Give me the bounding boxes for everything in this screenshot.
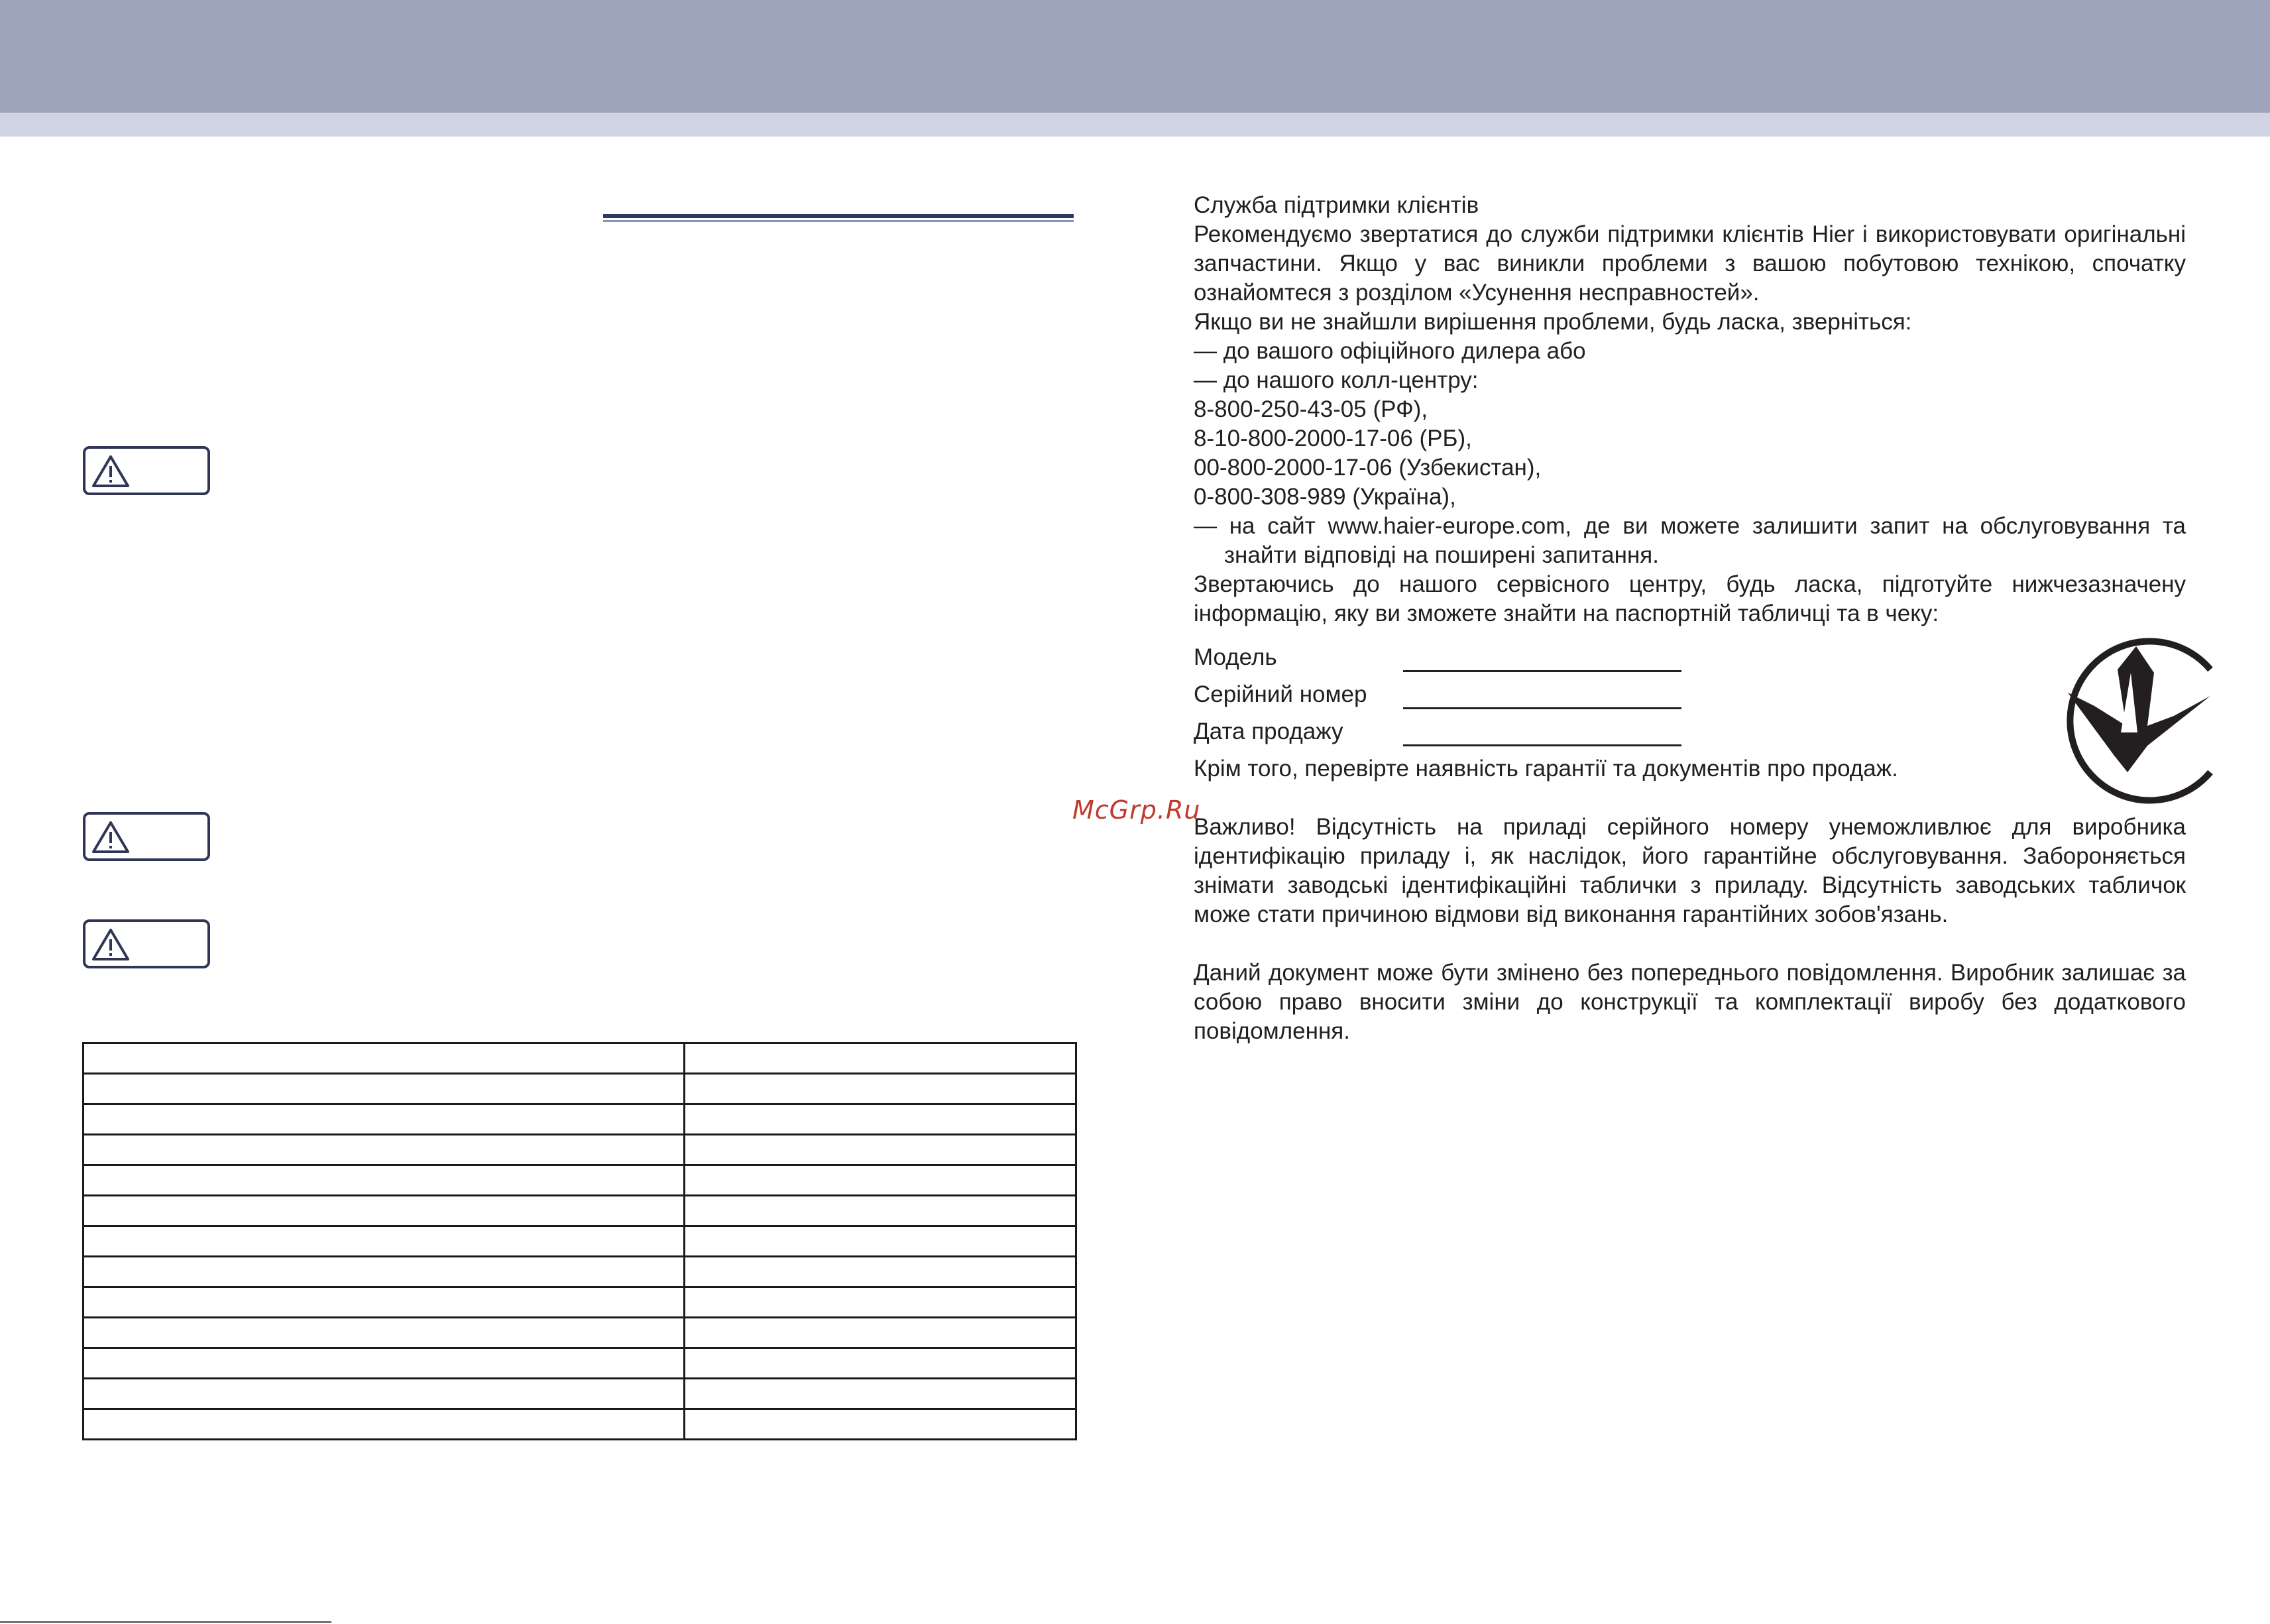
model-field-row (1194, 635, 2186, 672)
table-cell (84, 1226, 685, 1257)
warning-box-3 (83, 919, 210, 968)
warning-box-1 (83, 446, 210, 495)
table-cell (84, 1348, 685, 1379)
phone-uzbekistan: 00-800-2000-17-06 (Узбекистан), (1194, 455, 1542, 481)
check-warranty-text: Крім того, перевірте наявність гарантії та документів про продаж. (1194, 756, 1898, 782)
table-cell (685, 1287, 1076, 1318)
title-rule (603, 214, 1074, 223)
table-row (84, 1348, 1076, 1379)
table-cell (685, 1348, 1076, 1379)
table-row (84, 1226, 1076, 1257)
table-row (84, 1287, 1076, 1318)
date-label: Дата продажу (1194, 719, 1343, 744)
support-heading: Служба підтримки клієнтів (1194, 192, 1479, 218)
table-cell (685, 1379, 1076, 1409)
table-cell (685, 1409, 1076, 1440)
header-band (0, 0, 2270, 113)
table-cell (685, 1104, 1076, 1135)
table-row (84, 1257, 1076, 1287)
table-cell (84, 1104, 685, 1135)
table-row (84, 1409, 1076, 1440)
phone-ukraine: 0-800-308-989 (Україна), (1194, 484, 1456, 510)
table-row (84, 1043, 1076, 1074)
table-cell (685, 1226, 1076, 1257)
serial-blank-line (1403, 685, 1681, 709)
table-cell (685, 1257, 1076, 1287)
table-cell (685, 1074, 1076, 1104)
table-row (84, 1379, 1076, 1409)
table-row (84, 1104, 1076, 1135)
support-not-found: Якщо ви не знайшли вирішення проблеми, будь ласка, зверніться: (1194, 309, 1912, 335)
support-website: — на сайт www.haier-europe.com, де ви можете залишити запит на обслуговування та знайти відповіді на поширені запитання. (1194, 513, 2186, 568)
table-cell (685, 1318, 1076, 1348)
table-row (84, 1074, 1076, 1104)
table-row (84, 1318, 1076, 1348)
table-cell (84, 1196, 685, 1226)
title-rule-thick (603, 214, 1074, 218)
serial-field-row (1194, 672, 2186, 709)
support-call-center: — до нашого колл-центру: (1194, 367, 1479, 393)
table-cell (84, 1165, 685, 1196)
table-cell (84, 1318, 685, 1348)
warning-triangle-icon (91, 454, 131, 489)
disclaimer-text: Даний документ може бути змінено без попереднього повідомлення. Виробник залишає за собою право вносити зміни до конструкції та комплектації виробу без додаткового повідомлення. (1194, 960, 2186, 1044)
support-dealer: — до вашого офіційного дилера або (1194, 338, 1586, 364)
table-row (84, 1165, 1076, 1196)
ukrainian-conformity-mark-icon (2048, 633, 2227, 805)
table-cell (685, 1196, 1076, 1226)
table-cell (685, 1165, 1076, 1196)
phone-belarus: 8-10-800-2000-17-06 (РБ), (1194, 426, 1472, 451)
table-cell (84, 1409, 685, 1440)
info-fields (1194, 635, 2186, 746)
table-row (84, 1196, 1076, 1226)
table-cell (84, 1074, 685, 1104)
important-notice: Важливо! Відсутність на приладі серійного номеру унеможливлює для виробника ідентифікацію приладу і, як наслідок, його гарантійне обслуговування. Забороняється знімати заводські ідентифікаційні таблички з приладу. Відсутність заводських табличок може стати причиною відмови від виконання гарантійних зобов'язань. (1194, 814, 2186, 927)
specifications-table (82, 1042, 1077, 1440)
support-intro: Рекомендуємо звертатися до служби підтримки клієнтів Hier і використовувати оригінальні запчастини. Якщо у вас виникли проблеми з вашою побутовою технікою, спочатку ознайомтеся з розділом «Усунення несправностей». (1194, 221, 2186, 306)
table-row (84, 1135, 1076, 1165)
table-cell (685, 1135, 1076, 1165)
date-field-row (1194, 709, 2186, 746)
table-cell (84, 1287, 685, 1318)
customer-support-section (1194, 191, 2186, 1046)
table-cell (84, 1379, 685, 1409)
phone-russia: 8-800-250-43-05 (РФ), (1194, 396, 1428, 422)
model-label: Модель (1194, 644, 1277, 670)
table-cell (84, 1135, 685, 1165)
support-prepare: Звертаючись до нашого сервісного центру, будь ласка, підготуйте нижчезазначену інформацію, яку ви зможете знайти на паспортній табличці та в чеку: (1194, 571, 2186, 626)
warning-triangle-icon (91, 927, 131, 962)
warning-triangle-icon (91, 820, 131, 854)
model-blank-line (1403, 648, 1681, 672)
warning-box-2 (83, 812, 210, 861)
title-rule-thin (603, 220, 1074, 222)
footer-rule (0, 1621, 331, 1623)
table-cell (84, 1257, 685, 1287)
table-cell (685, 1043, 1076, 1074)
serial-label: Серійний номер (1194, 681, 1367, 707)
header-strip (0, 113, 2270, 137)
date-blank-line (1403, 722, 1681, 746)
table-cell (84, 1043, 685, 1074)
watermark-text: McGrp.Ru (1072, 795, 1201, 825)
